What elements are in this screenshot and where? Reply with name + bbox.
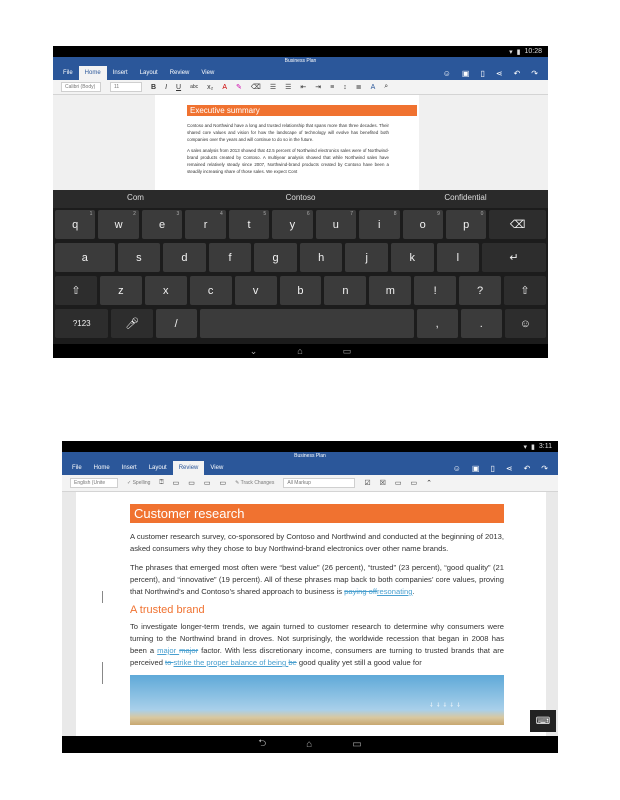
key-j[interactable]: j bbox=[345, 243, 388, 272]
key-k[interactable]: k bbox=[391, 243, 434, 272]
underline-icon[interactable]: U bbox=[176, 83, 182, 91]
tab-layout[interactable]: Layout bbox=[139, 70, 158, 76]
previous-change-icon[interactable]: ▭ bbox=[394, 480, 402, 487]
doc-title: Business Plan bbox=[294, 453, 326, 459]
status-bar bbox=[53, 46, 548, 57]
enter-key[interactable] bbox=[482, 243, 546, 272]
undo-icon[interactable]: ↶ bbox=[513, 68, 521, 78]
paragraph-2-text: The phrases that emerged most often were “best value” (26 percent), “trusted” (23 percent), “good quality” (21 percent), and “innovative” (19 percent). All of these phrases map back to both companies’ core values, proving that Northwind’s and Contoso’s shared approach to business is bbox=[130, 563, 504, 596]
suggestion-strip bbox=[53, 190, 548, 208]
outdent-icon[interactable]: ⇤ bbox=[300, 84, 307, 91]
shift-icon: ⇧ bbox=[71, 285, 81, 297]
nav-bar bbox=[53, 344, 548, 358]
heading-customer-research: Customer research bbox=[130, 504, 504, 523]
share-icon[interactable]: ⋖ bbox=[495, 68, 503, 78]
paragraph-icon[interactable]: ≣ bbox=[355, 84, 362, 91]
shift-icon: ⇧ bbox=[520, 285, 530, 297]
find-icon[interactable]: ⌕ bbox=[384, 83, 389, 90]
title-actions bbox=[453, 461, 558, 475]
key-u[interactable]: u 7 bbox=[316, 210, 356, 239]
deleted-text[interactable]: major bbox=[179, 646, 199, 655]
language-dropdown[interactable] bbox=[70, 478, 118, 488]
key-h[interactable]: h bbox=[300, 243, 343, 272]
shift-left-key[interactable] bbox=[55, 276, 97, 305]
top-screenshot bbox=[53, 46, 548, 358]
wind-turbines: ⸸⸸⸸⸸⸸ bbox=[429, 703, 464, 709]
title-actions bbox=[443, 66, 548, 80]
change-bar-1 bbox=[102, 591, 103, 603]
font-color-icon[interactable]: A bbox=[222, 83, 228, 91]
clear-format-icon[interactable]: ⌫ bbox=[250, 84, 261, 91]
tab-file[interactable]: File bbox=[63, 70, 73, 76]
key-c[interactable]: c bbox=[190, 276, 232, 305]
home-icon[interactable]: ⌂ bbox=[306, 739, 313, 750]
deleted-text[interactable]: be bbox=[288, 658, 297, 667]
enter-icon: ↵ bbox=[509, 252, 519, 264]
back-icon[interactable]: ⮌ bbox=[258, 738, 267, 749]
paragraph-3-text-3: good quality yet still a good value for bbox=[296, 658, 422, 667]
next-comment-icon[interactable]: ▭ bbox=[219, 480, 227, 487]
symbols-key[interactable]: ?123 bbox=[55, 309, 108, 338]
undo-icon[interactable]: ↶ bbox=[523, 463, 531, 473]
font-size-value: 11 bbox=[114, 84, 120, 90]
status-time: 10:28 bbox=[524, 48, 542, 55]
inserted-text[interactable]: major bbox=[157, 646, 180, 655]
share-icon[interactable]: ⋖ bbox=[505, 463, 513, 473]
suggestion-2[interactable]: Contoso bbox=[285, 193, 316, 202]
home-icon[interactable]: ⌂ bbox=[297, 346, 303, 356]
bullets-icon[interactable]: ☰ bbox=[269, 84, 277, 91]
key-question[interactable]: ? bbox=[459, 276, 501, 305]
numbering-icon[interactable]: ☰ bbox=[285, 84, 292, 91]
voice-key[interactable] bbox=[111, 309, 152, 338]
tab-layout[interactable]: Layout bbox=[148, 465, 167, 471]
backspace-key[interactable] bbox=[489, 210, 546, 239]
doc-title-bar bbox=[62, 452, 558, 461]
key-e[interactable]: e 3 bbox=[142, 210, 182, 239]
home-ribbon bbox=[53, 80, 548, 95]
key-exclamation[interactable]: ! bbox=[414, 276, 456, 305]
document-page[interactable] bbox=[76, 492, 546, 736]
read-mode-icon[interactable]: ▯ bbox=[490, 463, 495, 473]
paragraph-2 bbox=[130, 562, 504, 598]
delete-comment-icon[interactable]: ▭ bbox=[188, 480, 195, 487]
italic-icon[interactable]: I bbox=[165, 83, 168, 91]
review-ribbon bbox=[62, 475, 558, 492]
font-size-dropdown[interactable] bbox=[110, 82, 142, 92]
paragraph-3-text: To investigate longer-term trends, we again turned to customer research to determine why consumers were turning to the Northwind brand in droves. Not surprisingly, the worldwide recession that began in 2008 has been a bbox=[130, 622, 504, 655]
save-icon[interactable]: ▣ bbox=[471, 463, 480, 473]
key-v[interactable]: v bbox=[235, 276, 277, 305]
bold-icon[interactable]: B bbox=[151, 83, 157, 91]
key-row-3 bbox=[55, 276, 546, 305]
key-q[interactable]: q 1 bbox=[55, 210, 95, 239]
document-area bbox=[62, 492, 558, 736]
tab-home[interactable]: Home bbox=[93, 465, 110, 471]
smiley-icon[interactable]: ☺ bbox=[442, 68, 451, 78]
word-count-icon[interactable]: ⍰ bbox=[159, 479, 164, 486]
spelling-button[interactable] bbox=[127, 480, 150, 486]
inserted-text[interactable]: strike the proper balance of being bbox=[173, 658, 289, 667]
key-f[interactable]: f bbox=[209, 243, 252, 272]
highlight-icon[interactable]: ✎ bbox=[236, 84, 242, 91]
redo-icon[interactable]: ↷ bbox=[531, 68, 538, 78]
doc-title-bar bbox=[53, 57, 548, 66]
key-i[interactable]: i 8 bbox=[359, 210, 399, 239]
battery-icon: ▮ bbox=[516, 48, 521, 56]
smiley-icon[interactable]: ☺ bbox=[452, 463, 461, 473]
key-row-2 bbox=[55, 243, 546, 272]
track-changes-icon: ✎ bbox=[235, 480, 240, 486]
tab-insert[interactable]: Insert bbox=[112, 70, 128, 76]
paragraph-1: Contoso and Northwind have a long and trusted relationship that spans more than three decades. Their shared core values and vision for how the landscape of technology will evolve has benefited both companies over the years and will continue to do so in the future. bbox=[187, 123, 389, 142]
language-value: English (Unite bbox=[74, 480, 106, 486]
key-row-1 bbox=[55, 210, 546, 239]
suggestion-1[interactable]: Com bbox=[127, 193, 144, 202]
heading-executive-summary: Executive summary bbox=[187, 105, 417, 116]
accept-icon[interactable]: ☑ bbox=[364, 480, 371, 487]
styles-icon[interactable]: A bbox=[370, 83, 376, 91]
key-m[interactable]: m bbox=[369, 276, 411, 305]
key-s[interactable]: s bbox=[118, 243, 161, 272]
recents-icon[interactable]: ▭ bbox=[352, 739, 362, 750]
tab-review[interactable]: Review bbox=[173, 461, 205, 475]
document-page[interactable] bbox=[155, 95, 419, 190]
shift-right-key[interactable] bbox=[504, 276, 546, 305]
subheading-trusted-brand: A trusted brand bbox=[130, 604, 205, 616]
track-changes-label: Track Changes bbox=[240, 480, 275, 486]
collapse-ribbon-icon[interactable]: ⌃ bbox=[426, 480, 433, 487]
battery-icon: ▮ bbox=[531, 443, 535, 451]
tab-view[interactable]: View bbox=[210, 465, 224, 471]
key-g[interactable]: g bbox=[254, 243, 297, 272]
microphone-icon: 🎤︎ bbox=[125, 318, 140, 330]
read-mode-icon[interactable]: ▯ bbox=[480, 68, 485, 78]
paragraph-2-end: . bbox=[412, 587, 415, 596]
keyboard-toggle-button[interactable] bbox=[530, 710, 556, 732]
paragraph-3-text-2: factor. With less discretionary income, consumers are turning to trusted brands that are perceived bbox=[130, 646, 504, 667]
tab-file[interactable]: File bbox=[72, 465, 82, 471]
font-name-dropdown[interactable] bbox=[61, 82, 101, 92]
previous-comment-icon[interactable]: ▭ bbox=[203, 480, 211, 487]
doc-title: Business Plan bbox=[284, 58, 317, 64]
deleted-text[interactable]: paying off bbox=[344, 587, 377, 596]
markup-dropdown[interactable] bbox=[283, 478, 355, 488]
reject-icon[interactable]: ☒ bbox=[379, 480, 386, 487]
tab-view[interactable]: View bbox=[201, 70, 215, 76]
slash-key[interactable]: / bbox=[156, 309, 197, 338]
paragraph-2: A sales analysis from 2013 showed that 42.5 percent of Northwind electronics sales were of Northwind-brand products created by Contoso. A multiyear analysis showed that while Northwind sales have remained relatively steady since 2007, Northwind-brand products created by Contoso have been a steadily increasing share of those sales. We expect Cont bbox=[187, 148, 389, 174]
deleted-text[interactable]: to bbox=[165, 658, 174, 667]
bottom-screenshot bbox=[62, 441, 558, 753]
emoji-icon: ☺ bbox=[519, 317, 532, 330]
track-changes-button[interactable] bbox=[235, 480, 274, 486]
backspace-icon: ⌫ bbox=[509, 219, 526, 231]
subscript-icon[interactable]: x₂ bbox=[207, 83, 214, 91]
key-p[interactable]: p 0 bbox=[446, 210, 486, 239]
line-spacing-icon[interactable]: ↕ bbox=[343, 83, 347, 91]
save-icon[interactable]: ▣ bbox=[461, 68, 470, 78]
key-r[interactable]: r 4 bbox=[185, 210, 225, 239]
period-key[interactable]: . bbox=[461, 309, 502, 338]
key-x[interactable]: x bbox=[145, 276, 187, 305]
paragraph-1: A customer research survey, co-sponsored by Contoso and Northwind and conducted at the beginning of 2013, asked consumers why they chose to buy Northwind-brand electronics over other name brands. bbox=[130, 532, 504, 553]
key-o[interactable]: o 9 bbox=[403, 210, 443, 239]
strikethrough-icon[interactable]: abc bbox=[190, 84, 199, 90]
align-icon[interactable]: ≡ bbox=[330, 83, 335, 91]
key-l[interactable]: l bbox=[437, 243, 480, 272]
key-a[interactable]: a bbox=[55, 243, 115, 272]
soft-keyboard bbox=[53, 190, 548, 344]
key-n[interactable]: n bbox=[324, 276, 366, 305]
redo-icon[interactable]: ↷ bbox=[541, 463, 548, 473]
nav-bar bbox=[62, 736, 558, 753]
comma-key[interactable]: , bbox=[417, 309, 458, 338]
tab-home[interactable]: Home bbox=[79, 66, 107, 80]
paragraph-3 bbox=[130, 621, 504, 669]
status-bar bbox=[62, 441, 558, 452]
spelling-icon: ✓ bbox=[127, 480, 132, 486]
space-key[interactable] bbox=[200, 309, 414, 338]
new-comment-icon[interactable]: ▭ bbox=[172, 480, 180, 487]
indent-icon[interactable]: ⇥ bbox=[315, 84, 322, 91]
emoji-key[interactable] bbox=[505, 309, 546, 338]
wind-farm-image bbox=[130, 675, 504, 725]
next-change-icon[interactable]: ▭ bbox=[410, 480, 418, 487]
recents-icon[interactable]: ▭ bbox=[342, 345, 352, 356]
inserted-text[interactable]: resonating bbox=[376, 587, 413, 596]
suggestion-3[interactable]: Confidential bbox=[444, 193, 487, 202]
font-name-value: Calibri (Body) bbox=[65, 84, 96, 90]
key-w[interactable]: w 2 bbox=[98, 210, 138, 239]
ribbon-tabs bbox=[62, 461, 558, 475]
status-time: 3:11 bbox=[538, 443, 552, 450]
key-b[interactable]: b bbox=[280, 276, 322, 305]
key-z[interactable]: z bbox=[100, 276, 142, 305]
tab-review[interactable]: Review bbox=[169, 70, 190, 76]
key-row-4 bbox=[55, 309, 546, 338]
keyboard-icon: ⌨ bbox=[535, 715, 551, 727]
change-bar-2 bbox=[102, 662, 103, 684]
document-area bbox=[53, 95, 548, 190]
ribbon-tabs bbox=[53, 66, 548, 80]
key-t[interactable]: t 5 bbox=[229, 210, 269, 239]
wifi-icon: ▾ bbox=[509, 48, 513, 56]
spelling-label: Spelling bbox=[132, 480, 151, 486]
wifi-icon: ▾ bbox=[523, 443, 528, 451]
markup-value: All Markup bbox=[287, 480, 311, 486]
key-d[interactable]: d bbox=[163, 243, 206, 272]
hide-keyboard-icon[interactable]: ⌄ bbox=[249, 345, 258, 356]
key-y[interactable]: y 6 bbox=[272, 210, 312, 239]
tab-insert[interactable]: Insert bbox=[121, 465, 137, 471]
